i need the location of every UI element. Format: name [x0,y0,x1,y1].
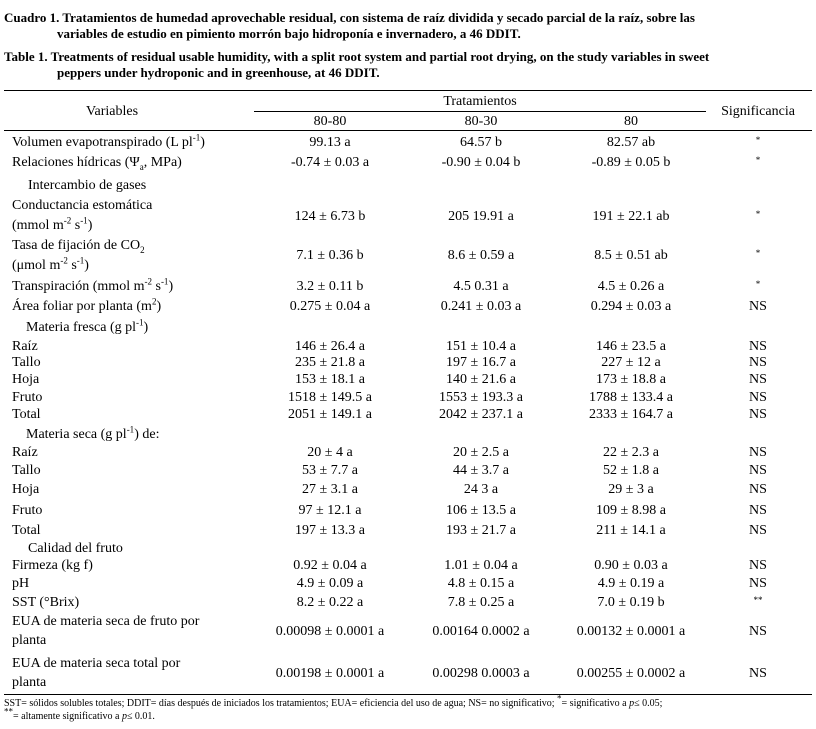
cell-significancia: NS [749,339,767,354]
cell-80-30: 106 ± 13.5 a [446,503,516,518]
cell-80-80: 0.275 ± 0.04 a [289,299,371,314]
cell-80-80: 4.9 ± 0.09 a [296,576,364,591]
header-treatment-2: 80-30 [464,114,498,129]
cell-80-80: 1518 ± 149.5 a [288,390,372,405]
cell-80: 109 ± 8.98 a [596,503,666,518]
row-label: Fruto [12,503,43,518]
cell-80-30: 8.6 ± 0.59 a [447,248,515,263]
cell-80-30: 1553 ± 193.3 a [439,390,523,405]
cell-80-30: 4.8 ± 0.15 a [447,576,515,591]
table-top-rule [4,90,812,91]
header-treatment-1: 80-80 [313,114,347,129]
cell-80: 173 ± 18.8 a [596,372,666,387]
cell-significancia: NS [749,445,767,460]
cell-80: 211 ± 14.1 a [596,523,666,538]
cell-80: 191 ± 22.1 ab [592,209,670,224]
row-label-line1: Tasa de fijación de $CO_2$ [12,238,145,255]
cell-80-30: 7.8 ± 0.25 a [447,595,515,610]
row-label: Total [12,523,41,538]
cell-80: 4.9 ± 0.19 a [597,576,665,591]
cell-80-30: 64.57 b [460,135,502,150]
cell-80: 1788 ± 133.4 a [589,390,673,405]
cell-80: 2333 ± 164.7 a [589,407,673,422]
row-label: Hoja [12,482,40,497]
cell-significancia: NS [749,503,767,518]
row-label: SST (°Brix) [12,595,80,610]
cell-80: 29 ± 3 a [608,482,654,497]
row-label: Tallo [12,355,41,370]
header-bottom-rule [4,130,812,131]
cell-80-80: 124 ± 6.73 b [294,209,366,224]
caption-text-en-line2: peppers under hydroponic and in greenhouse, at 46 DDIT. [57,65,380,80]
row-label: Tallo [12,463,41,478]
row-label-line2: (μmol $m^{-2}$ $s^{-1}$) [12,255,89,273]
cell-significancia: NS [749,463,767,478]
footnote: SST= sólidos solubles totales; DDIT= días después de iniciados los tratamientos; EUA= eficiencia del uso de agua; NS= no significativo; *= significativo a p≤ 0.05; **= altamente significativo a p≤ 0.01. [4,693,663,722]
cell-80-30: 4.5 0.31 a [453,279,509,294]
cell-80-30: 0.00164 0.0002 a [432,624,530,639]
cell-80: 146 ± 23.5 a [596,339,666,354]
row-label-line2: (mmol $m^{-2}$ $s^{-1}$) [12,215,93,233]
cell-significancia: NS [749,372,767,387]
cell-80: 4.5 ± 0.26 a [597,279,665,294]
caption-label-es: Cuadro 1. [4,10,60,25]
row-label: Total [12,407,41,422]
caption-text-en-line1: Treatments of residual usable humidity, with a split root system and partial root drying, on the study variables in sweet [50,49,710,64]
caption-spanish [4,10,810,42]
header-significancia: Significancia [721,104,795,119]
cell-80-30: 140 ± 21.6 a [446,372,516,387]
cell-80-30: 24 3 a [463,482,499,497]
cell-80-80: 27 ± 3.1 a [302,482,358,497]
cell-80-80: 99.13 a [309,135,351,150]
cell-80-80: 8.2 ± 0.22 a [296,595,364,610]
cell-80: 82.57 ab [606,135,656,150]
row-label: Fruto [12,390,43,405]
cell-80-80: -0.74 ± 0.03 a [290,155,370,170]
cell-80-30: 44 ± 3.7 a [453,463,509,478]
cell-80-80: 0.00198 ± 0.0001 a [275,666,385,681]
cell-80-30: 151 ± 10.4 a [446,339,516,354]
cell-significancia: ** [753,595,763,605]
cell-80-80: 153 ± 18.1 a [295,372,365,387]
row-label: Hoja [12,372,40,387]
cell-significancia: NS [749,390,767,405]
cell-80-80: 7.1 ± 0.36 b [296,248,364,263]
header-tratamientos: Tratamientos [443,94,517,109]
section-label: Materia seca (g $pl^{-1}$) de: [26,424,160,442]
cell-80-80: 197 ± 13.3 a [295,523,365,538]
header-treatment-3: 80 [624,114,638,129]
table-bottom-rule [4,694,812,695]
cell-significancia: NS [749,576,767,591]
cell-80-80: 53 ± 7.7 a [302,463,358,478]
cell-80-30: 20 ± 2.5 a [453,445,509,460]
cell-significancia: * [755,279,761,289]
cell-80-80: 235 ± 21.8 a [295,355,365,370]
row-label-line2: planta [12,633,47,648]
cell-80: 8.5 ± 0.51 ab [594,248,668,263]
row-label: Área foliar por planta $(m^2)$ [12,296,162,314]
cell-80-80: 97 ± 12.1 a [298,503,362,518]
cell-significancia: * [755,155,761,165]
caption-text-es-line2: variables de estudio en pimiento morrón bajo hidroponía e invernadero, a 46 DDIT. [57,26,521,41]
cell-significancia: NS [749,666,767,681]
cell-80-30: 0.00298 0.0003 a [432,666,530,681]
cell-80-80: 2051 ± 149.1 a [288,407,372,422]
cell-80-30: 1.01 ± 0.04 a [444,558,518,573]
header-variables: Variables [85,104,139,119]
section-label: Intercambio de gases [28,178,147,193]
cell-80-30: 197 ± 16.7 a [446,355,516,370]
cell-80: 0.00255 ± 0.0002 a [576,666,686,681]
row-label: Raíz [12,445,38,460]
cell-significancia: * [755,135,761,145]
cell-80-80: 20 ± 4 a [307,445,353,460]
section-label: Materia fresca (g $pl^{-1}$) [26,317,149,335]
cell-80-30: -0.90 ± 0.04 b [441,155,521,170]
row-label: Firmeza (kg f) [12,558,93,573]
row-label-line1: EUA de materia seca de fruto por [12,614,200,629]
treatments-rule [254,111,706,112]
cell-significancia: NS [749,482,767,497]
row-label: pH [12,576,30,591]
cell-80: -0.89 ± 0.05 b [591,155,671,170]
cell-significancia: NS [749,624,767,639]
cell-significancia: NS [749,355,767,370]
cell-significancia: NS [749,558,767,573]
cell-significancia: * [755,248,761,258]
cell-80-30: 0.241 ± 0.03 a [440,299,522,314]
cell-80: 0.294 ± 0.03 a [590,299,672,314]
cell-80: 7.0 ± 0.19 b [597,595,665,610]
cell-80-80: 0.00098 ± 0.0001 a [275,624,385,639]
caption-label-en: Table 1. [4,49,48,64]
row-label: Relaciones hídricas ($\Psi_a$, MPa) [12,155,182,172]
cell-80: 52 ± 1.8 a [603,463,659,478]
cell-significancia: NS [749,523,767,538]
section-label: Calidad del fruto [28,541,123,556]
cell-80-80: 146 ± 26.4 a [295,339,365,354]
cell-80-30: 205 19.91 a [448,209,514,224]
row-label-line2: planta [12,675,47,690]
cell-80-80: 0.92 ± 0.04 a [293,558,367,573]
cell-80: 227 ± 12 a [601,355,661,370]
cell-80-80: 3.2 ± 0.11 b [296,279,364,294]
row-label: Transpiración (mmol $m^{-2}$ $s^{-1}$) [12,276,174,294]
cell-significancia: * [755,209,761,219]
cell-80: 0.00132 ± 0.0001 a [576,624,686,639]
row-label: Volumen evapotranspirado (L $pl^{-1}$) [12,132,205,150]
cell-80: 0.90 ± 0.03 a [594,558,668,573]
caption-text-es-line1: Tratamientos de humedad aprovechable residual, con sistema de raíz dividida y secado parcial de la raíz, sobre las [62,10,695,25]
row-label: Raíz [12,339,38,354]
cell-significancia: NS [749,407,767,422]
cell-80-30: 193 ± 21.7 a [446,523,516,538]
caption-english [4,49,810,81]
row-label-line1: EUA de materia seca total por [12,656,181,671]
cell-significancia: NS [749,299,767,314]
cell-80-30: 2042 ± 237.1 a [439,407,523,422]
cell-80: 22 ± 2.3 a [603,445,659,460]
row-label-line1: Conductancia estomática [12,198,153,213]
